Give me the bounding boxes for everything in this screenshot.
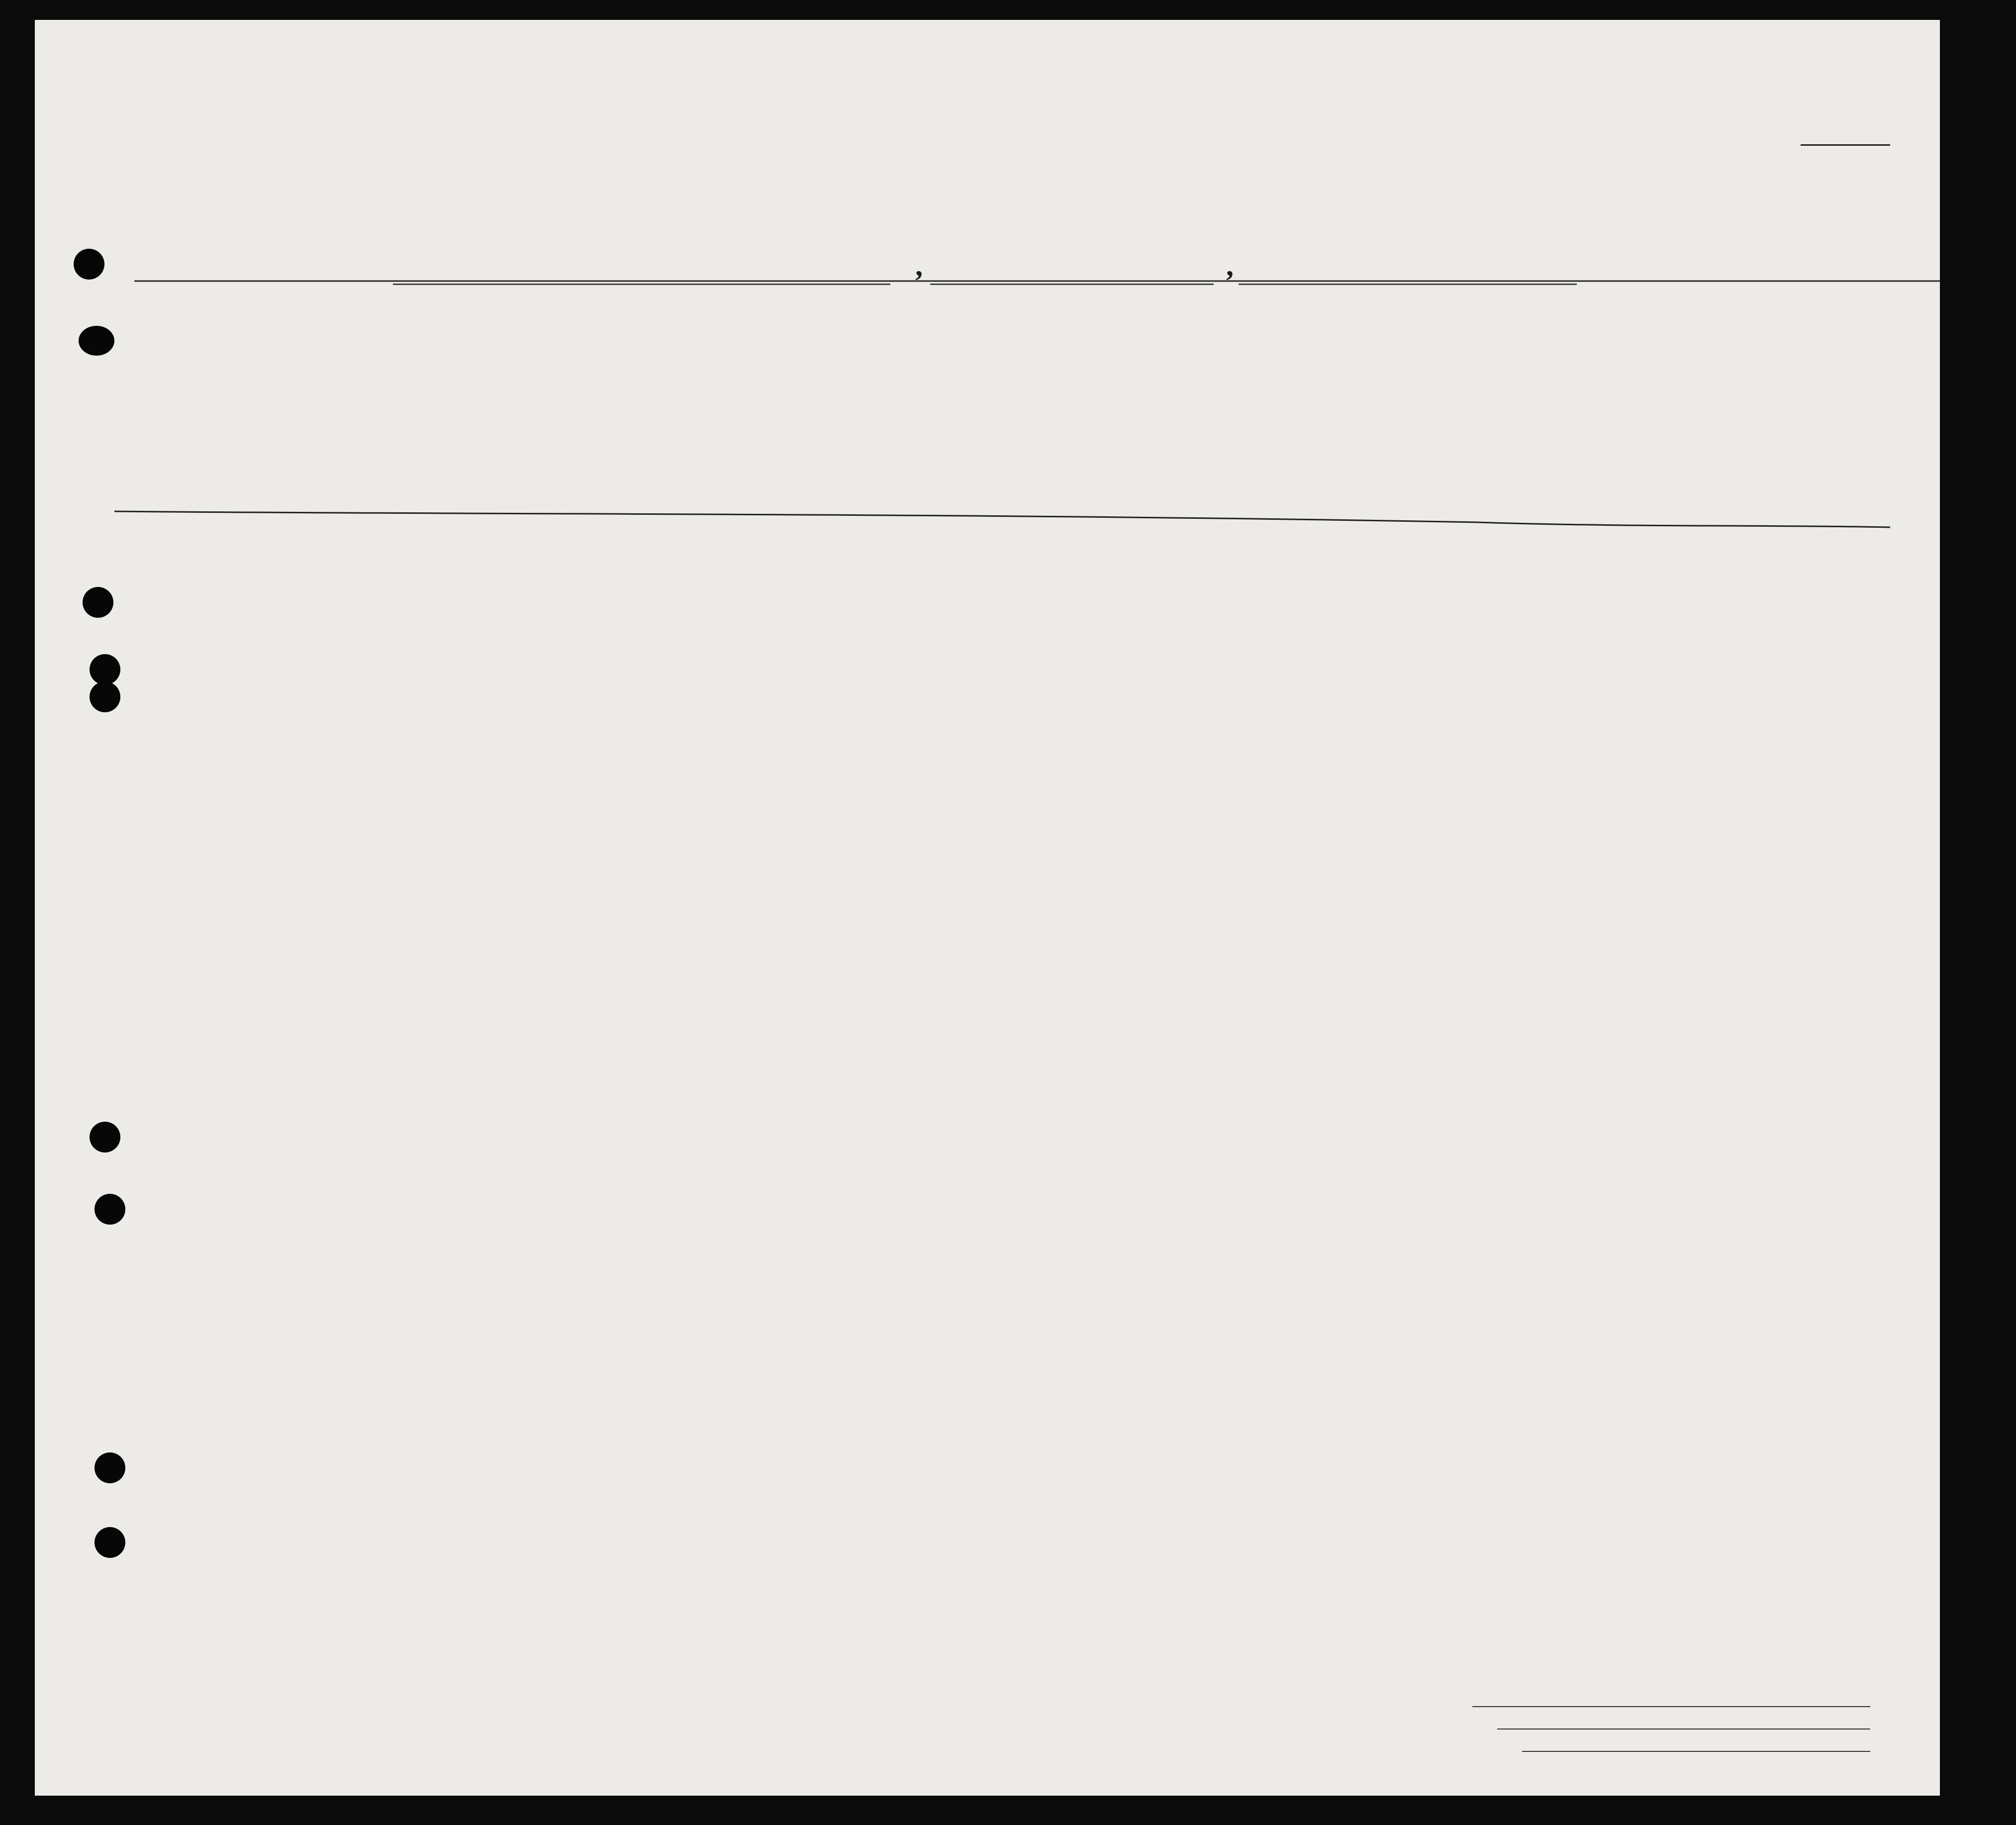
manifest-grid [35, 20, 1940, 1796]
agents-underline [1522, 1751, 1870, 1752]
punch-hole [90, 1122, 120, 1153]
punch-hole [79, 326, 114, 356]
punch-hole [74, 249, 104, 280]
punch-hole [95, 1194, 125, 1225]
punch-hole [90, 681, 120, 712]
comma-1: , [915, 249, 923, 282]
punch-hole [83, 587, 113, 618]
punch-hole [95, 1452, 125, 1483]
comma-2: , [1226, 249, 1234, 282]
manifest-sheet [35, 20, 1940, 1796]
punch-hole [95, 1527, 125, 1558]
line-underline [1472, 1706, 1870, 1707]
punch-hole [90, 654, 120, 685]
strike-line [114, 511, 1890, 527]
